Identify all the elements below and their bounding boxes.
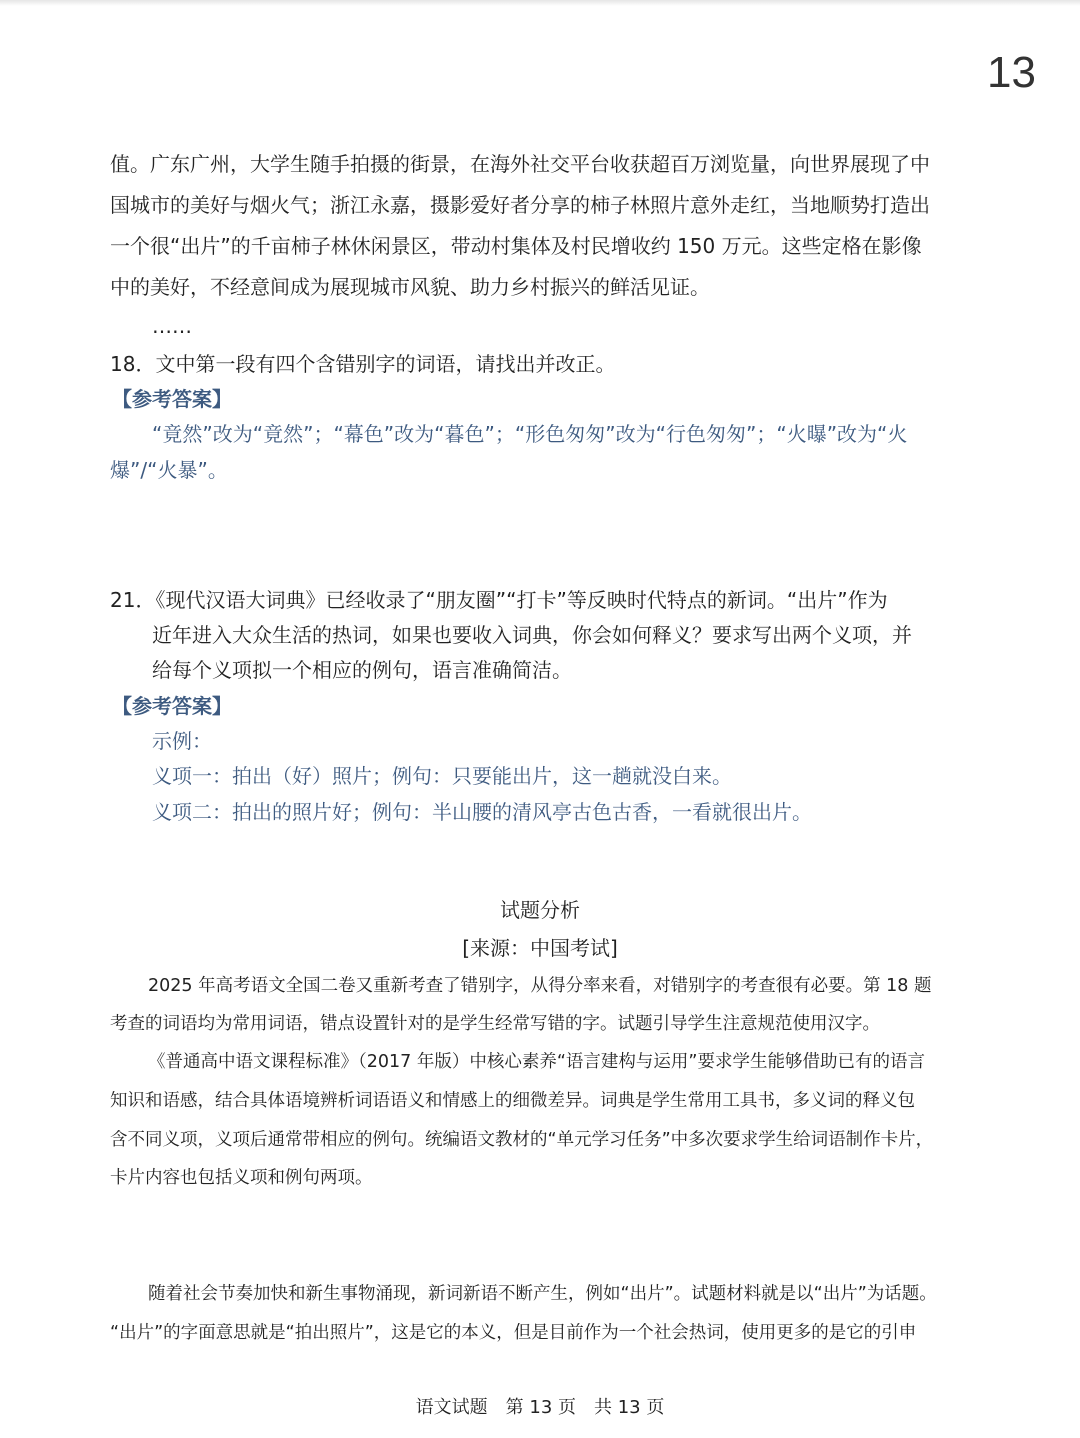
analysis-line: 随着社会节奏加快和新生事物涌现，新词新语不断产生，例如“出片”。试题材料就是以“出片”为话题。 xyxy=(148,1284,937,1304)
answer-header-21: 【参考答案】 xyxy=(112,694,232,718)
answer-21-line: 义项二：拍出的照片好；例句：半山腰的清风亭古色古香，一看就很出片。 xyxy=(152,800,812,824)
analysis-line: 《普通高中语文课程标准》（2017 年版）中核心素养“语言建构与运用”要求学生能够借助已有的语言 xyxy=(148,1052,925,1072)
page-footer: 语文试题 第 13 页 共 13 页 xyxy=(415,1397,665,1418)
answer-18-line: “竟然”改为“竟然”；“幕色”改为“暮色”；“形色匆匆”改为“行色匆匆”；“火曝”改为“火 xyxy=(152,422,908,446)
intro-line: 国城市的美好与烟火气；浙江永嘉，摄影爱好者分享的柿子林照片意外走红，当地顺势打造出 xyxy=(110,193,930,217)
intro-line: 一个很“出片”的千亩柿子林休闲景区，带动村集体及村民增收约 150 万元。这些定格在影像 xyxy=(110,234,922,258)
ellipsis: …… xyxy=(152,314,192,338)
intro-line: 值。广东广州，大学生随手拍摄的街景，在海外社交平台收获超百万浏览量，向世界展现了中 xyxy=(110,152,930,176)
analysis-title: 试题分析 xyxy=(500,898,580,922)
analysis-source: [来源：中国考试] xyxy=(462,936,618,960)
question-21-line: 近年进入大众生活的热词，如果也要收入词典，你会如何释义？要求写出两个义项，并 xyxy=(152,623,912,647)
intro-line: 中的美好，不经意间成为展现城市风貌、助力乡村振兴的鲜活见证。 xyxy=(110,275,710,299)
answer-21-line: 示例： xyxy=(152,729,212,753)
question-21-line: 21．《现代汉语大词典》已经收录了“朋友圈”“打卡”等反映时代特点的新词。“出片”作为 xyxy=(110,588,888,612)
page-top-edge xyxy=(0,0,1080,6)
question-21-line: 给每个义项拟一个相应的例句，语言准确简洁。 xyxy=(152,658,572,682)
question-18: 18．文中第一段有四个含错别字的词语，请找出并改正。 xyxy=(110,352,616,376)
analysis-line: 2025 年高考语文全国二卷又重新考查了错别字，从得分率来看，对错别字的考查很有必要。第 18 题 xyxy=(148,976,932,996)
page-number: 13 xyxy=(987,48,1036,97)
analysis-line: 含不同义项，义项后通常带相应的例句。统编语文教材的“单元学习任务”中多次要求学生给词语制作卡片， xyxy=(110,1130,934,1150)
analysis-line: 卡片内容也包括义项和例句两项。 xyxy=(110,1168,373,1188)
analysis-line: “出片”的字面意思就是“拍出照片”，这是它的本义，但是目前作为一个社会热词，使用更多的是它的引申 xyxy=(110,1323,917,1343)
analysis-line: 考查的词语均为常用词语，错点设置针对的是学生经常写错的字。试题引导学生注意规范使用汉字。 xyxy=(110,1014,880,1034)
analysis-line: 知识和语感，结合具体语境辨析词语语义和情感上的细微差异。词典是学生常用工具书，多义词的释义包 xyxy=(110,1091,915,1111)
answer-18-line: 爆”/“火暴”。 xyxy=(110,458,228,482)
answer-21-line: 义项一：拍出（好）照片；例句：只要能出片，这一趟就没白来。 xyxy=(152,764,732,788)
answer-header-18: 【参考答案】 xyxy=(112,387,232,411)
